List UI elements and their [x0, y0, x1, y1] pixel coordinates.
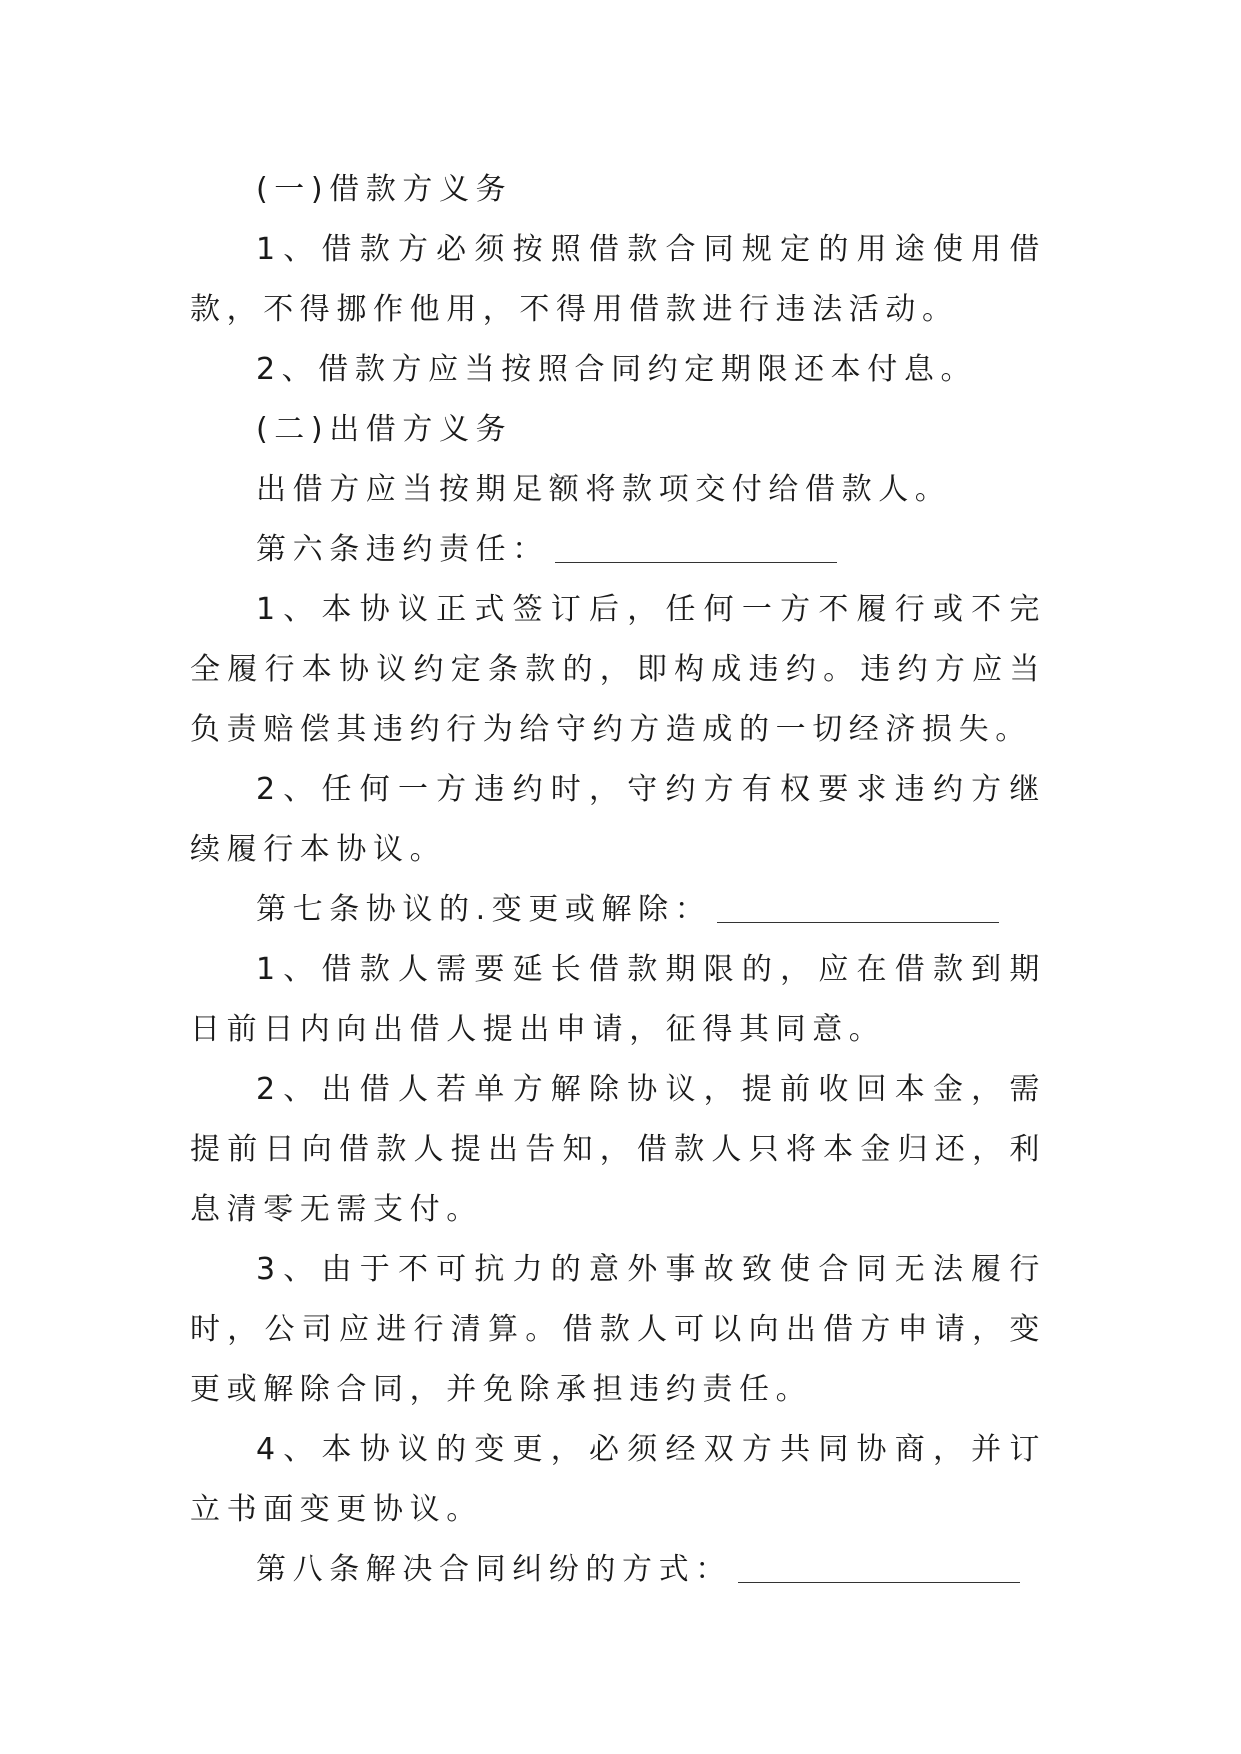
- document-body: [190, 160, 1046, 1600]
- paragraph-text: 第八条解决合同纠纷的方式：: [256, 1552, 732, 1587]
- paragraph-text: 2、借款方应当按照合同约定期限还本付息。: [256, 352, 978, 387]
- clause-paragraph: [190, 460, 1046, 520]
- fill-in-blank-line: [555, 532, 837, 563]
- paragraph-text: 1、本协议正式签订后，任何一方不履行或不完全履行本协议约定条款的，即构成违约。违约方应当负责赔偿其违约行为给守约方造成的一切经济损失。: [190, 592, 1046, 747]
- clause-paragraph: [190, 1420, 1046, 1540]
- fill-in-blank-line: [717, 892, 999, 923]
- article-heading-dispute-resolution: [190, 1540, 1046, 1600]
- article-heading-amendment-termination: [190, 880, 1046, 940]
- paragraph-text: 2、出借人若单方解除协议，提前收回本金，需提前日向借款人提出告知，借款人只将本金归还，利息清零无需支付。: [190, 1072, 1046, 1227]
- paragraph-text: 2、任何一方违约时，守约方有权要求违约方继续履行本协议。: [190, 772, 1046, 867]
- paragraph-text: (一)借款方义务: [256, 172, 513, 207]
- fill-in-blank-line: [738, 1552, 1020, 1583]
- paragraph-text: 第六条违约责任：: [256, 532, 549, 567]
- paragraph-text: 1、借款人需要延长借款期限的，应在借款到期日前日内向出借人提出申请，征得其同意。: [190, 952, 1046, 1047]
- clause-paragraph: [190, 340, 1046, 400]
- article-heading-breach-liability: [190, 520, 1046, 580]
- paragraph-text: 1、借款方必须按照借款合同规定的用途使用借款，不得挪作他用，不得用借款进行违法活动。: [190, 232, 1046, 327]
- paragraph-text: 出借方应当按期足额将款项交付给借款人。: [256, 472, 952, 507]
- paragraph-text: 4、本协议的变更，必须经双方共同协商，并订立书面变更协议。: [190, 1432, 1046, 1527]
- clause-paragraph: [190, 1240, 1046, 1420]
- clause-paragraph: [190, 580, 1046, 760]
- clause-paragraph: [190, 760, 1046, 880]
- clause-paragraph: [190, 940, 1046, 1060]
- section-heading-lender-obligations: [190, 400, 1046, 460]
- paragraph-text: 第七条协议的.变更或解除：: [256, 892, 712, 927]
- clause-paragraph: [190, 220, 1046, 340]
- clause-paragraph: [190, 1060, 1046, 1240]
- paragraph-text: 3、由于不可抗力的意外事故致使合同无法履行时，公司应进行清算。借款人可以向出借方申请，变更或解除合同，并免除承担违约责任。: [190, 1252, 1046, 1407]
- section-heading-borrower-obligations: [190, 160, 1046, 220]
- paragraph-text: (二)出借方义务: [256, 412, 513, 447]
